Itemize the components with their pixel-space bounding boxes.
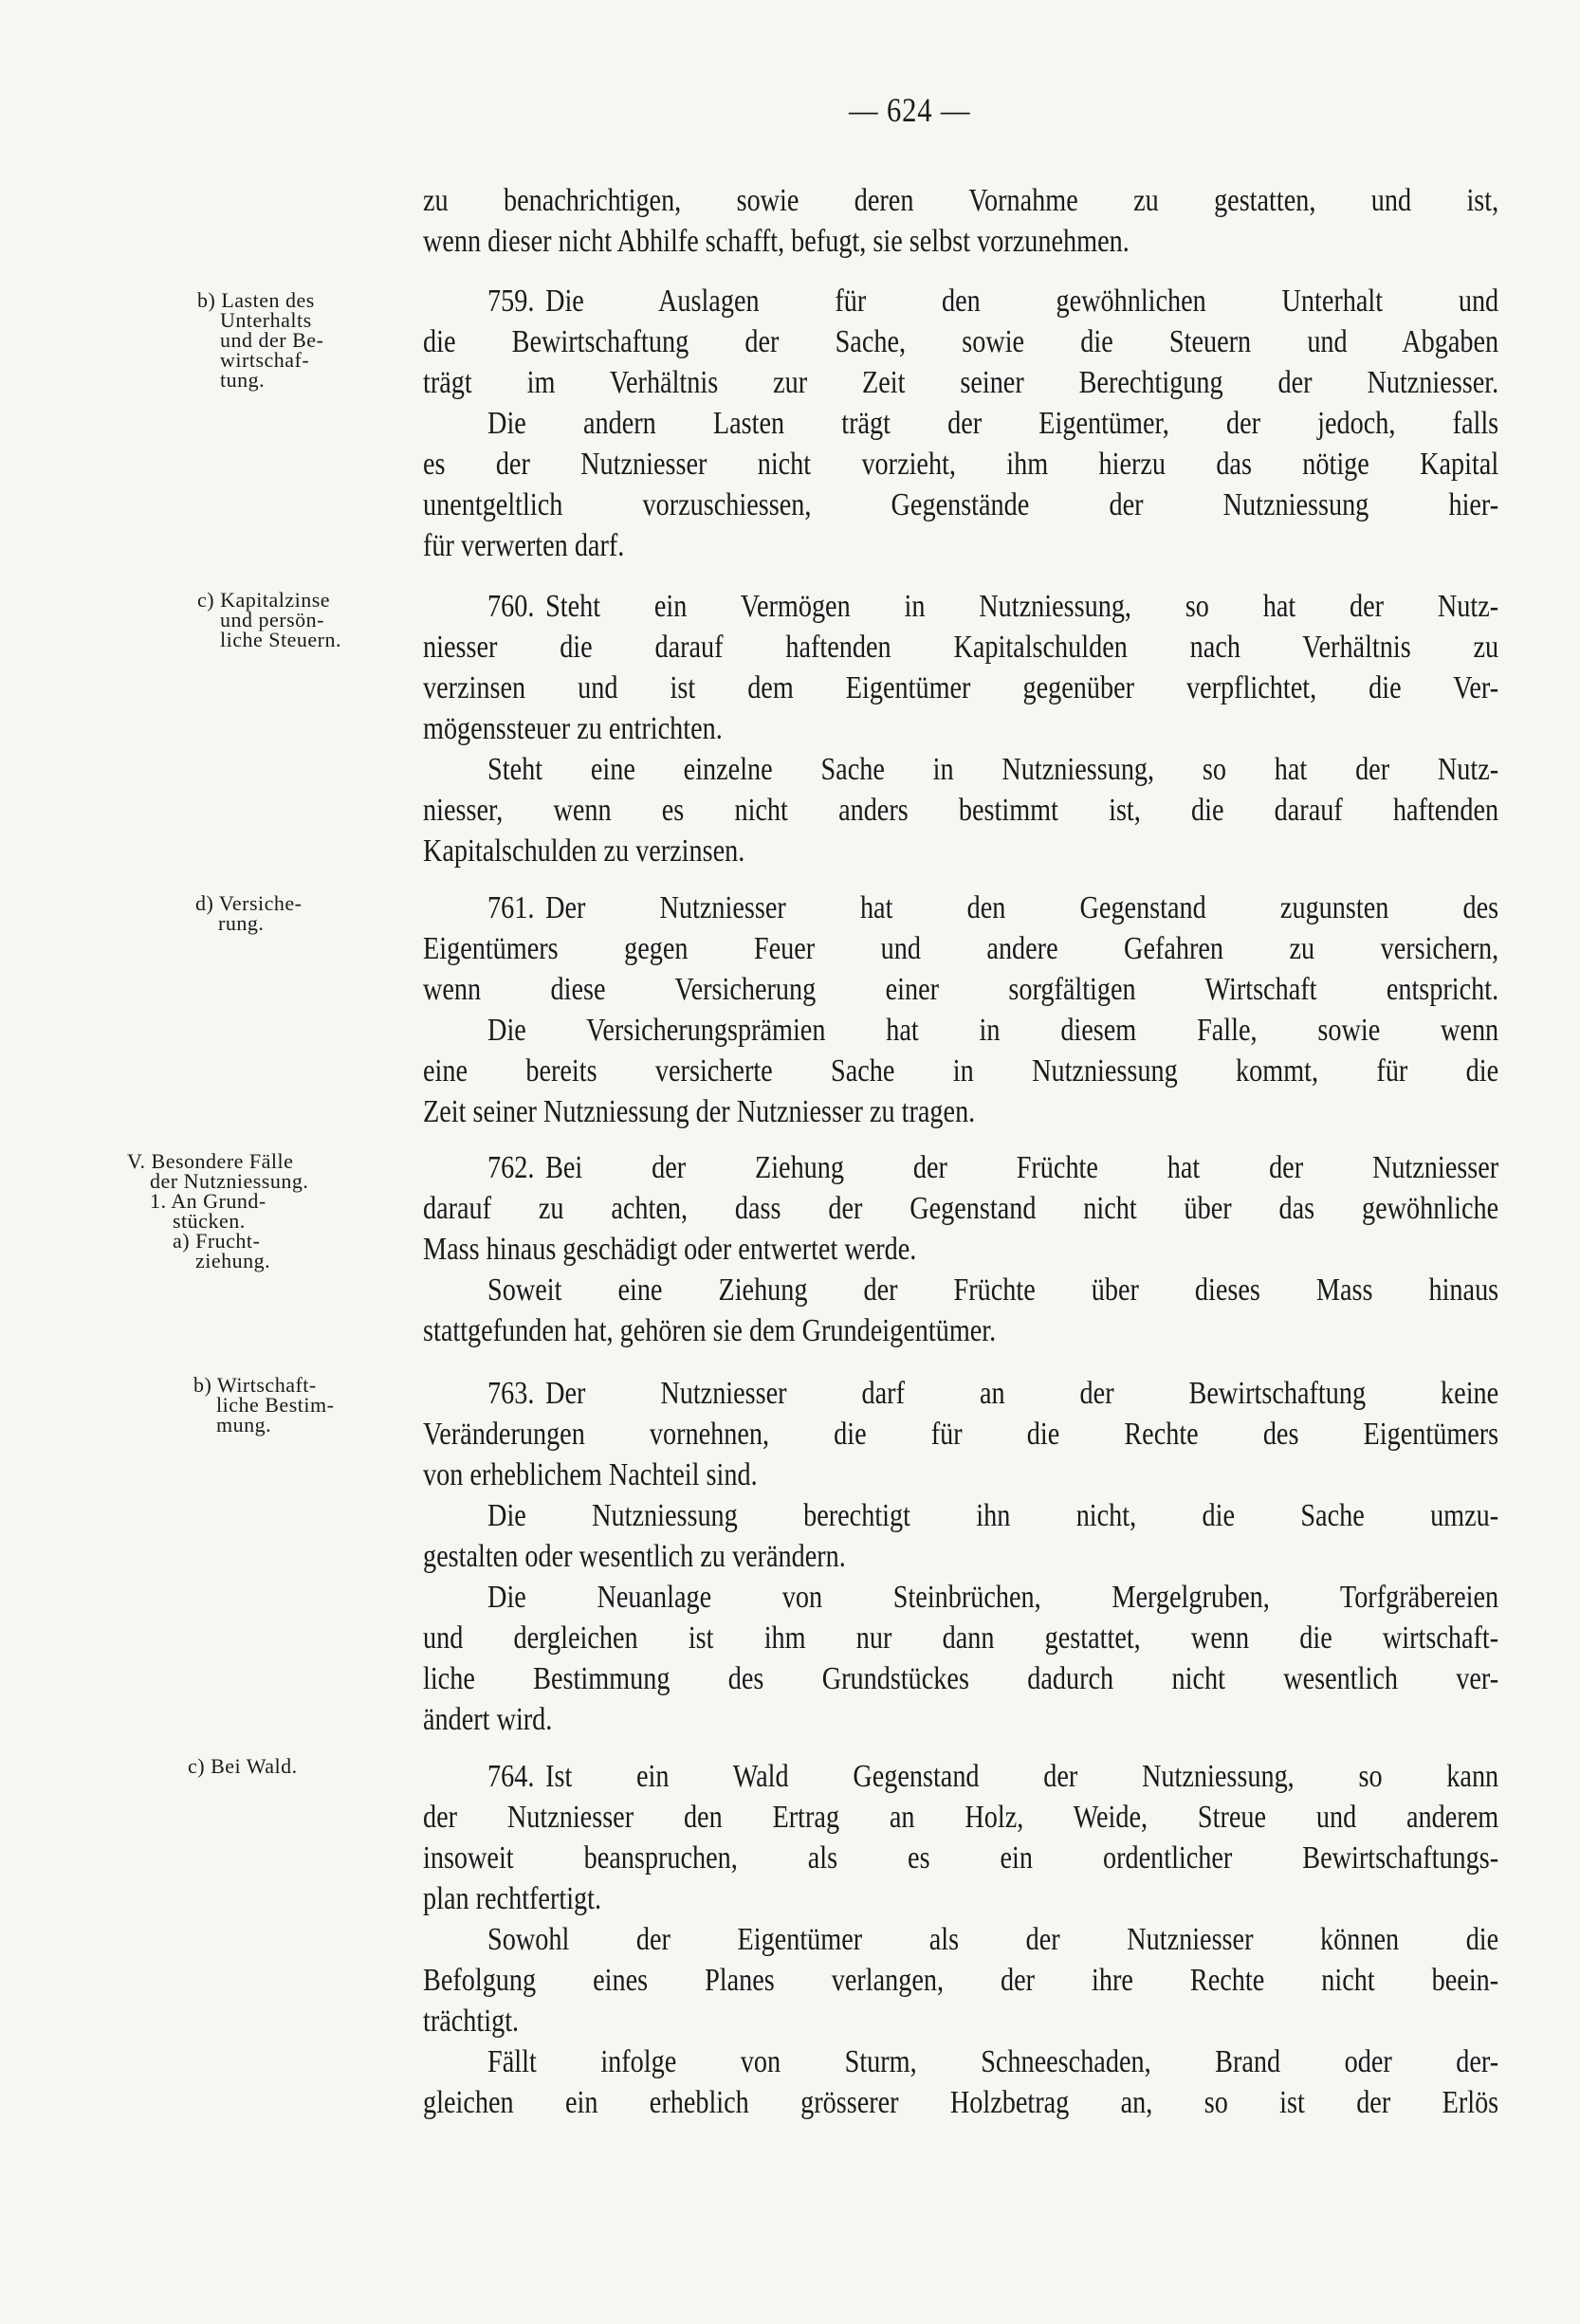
margin-note-line: 1. An Grund- — [127, 1189, 266, 1213]
text-line: Veränderungen vornehnen, die für die Rechte des Eigentümers — [423, 1417, 1499, 1452]
text-line: Befolgung eines Planes verlangen, der ihre Rechte nicht beein- — [423, 1963, 1499, 1998]
article-762 — [423, 1147, 1498, 1351]
text-line: gleichen ein erheblich grösserer Holzbetrag an, so ist der Erlös — [423, 2085, 1499, 2120]
text-line: 760. Steht ein Vermögen in Nutzniessung, so hat der Nutz- — [487, 589, 1499, 624]
margin-note — [197, 290, 323, 390]
text-line: stattgefunden hat, gehören sie dem Grundeigentümer. — [423, 1313, 997, 1348]
text-line: zu benachrichtigen, sowie deren Vornahme zu gestatten, und ist, — [423, 183, 1499, 218]
text-line: Die Versicherungsprämien hat in diesem Falle, sowie wenn — [487, 1013, 1499, 1048]
text-line: Die Nutzniessung berechtigt ihn nicht, die Sache umzu- — [487, 1498, 1499, 1533]
text-line: 764. Ist ein Wald Gegenstand der Nutzniessung, so kann — [487, 1759, 1499, 1794]
margin-note-line: und persön- — [197, 608, 324, 631]
text-line: es der Nutzniesser nicht vorzieht, ihm hierzu das nötige Kapital — [423, 447, 1499, 482]
margin-note-line: ziehung. — [127, 1249, 271, 1272]
margin-note-line: d) Versiche- — [195, 891, 303, 915]
text-line: gestalten oder wesentlich zu verändern. — [423, 1539, 846, 1574]
margin-note-line: mung. — [193, 1413, 272, 1436]
text-line: verzinsen und ist dem Eigentümer gegenüber verpflichtet, die Ver- — [423, 670, 1499, 705]
text-line: trächtigt. — [423, 2004, 520, 2039]
text-line: liche Bestimmung des Grundstückes dadurch nicht wesentlich ver- — [423, 1661, 1499, 1696]
margin-note-line: c) Bei Wald. — [188, 1754, 298, 1778]
text-line: und dergleichen ist ihm nur dann gestattet, wenn die wirtschaft- — [423, 1620, 1499, 1656]
text-line: Soweit eine Ziehung der Früchte über dieses Mass hinaus — [487, 1272, 1499, 1308]
text-line: 759. Die Auslagen für den gewöhnlichen Unterhalt und — [487, 284, 1499, 319]
margin-note — [127, 1151, 308, 1271]
margin-note-line: b) Wirtschaft- — [193, 1373, 317, 1397]
text-line: ändert wird. — [423, 1702, 553, 1737]
text-line: Kapitalschulden zu verzinsen. — [423, 833, 745, 869]
margin-note-line: stücken. — [127, 1209, 246, 1233]
text-line: 761. Der Nutzniesser hat den Gegenstand zugunsten des — [487, 890, 1499, 925]
text-line: unentgeltlich vorzuschiessen, Gegenstände der Nutzniessung hier- — [423, 487, 1499, 522]
text-line: Fällt infolge von Sturm, Schneeschaden, Brand oder der- — [487, 2044, 1499, 2079]
text-line: Mass hinaus geschädigt oder entwertet werde. — [423, 1232, 917, 1267]
article-number: 764. — [487, 1759, 535, 1794]
text-line: Sowohl der Eigentümer als der Nutzniesser können die — [487, 1922, 1499, 1957]
text-line: 762. Bei der Ziehung der Früchte hat der Nutzniesser — [487, 1150, 1499, 1185]
text-line: 763. Der Nutzniesser darf an der Bewirtschaftung keine — [487, 1376, 1499, 1411]
margin-note-line: liche Steuern. — [197, 628, 341, 651]
article-number: 760. — [487, 589, 535, 624]
article-number: 762. — [487, 1150, 535, 1185]
margin-note — [193, 1375, 334, 1435]
text-line: darauf zu achten, dass der Gegenstand nicht über das gewöhnliche — [423, 1191, 1499, 1226]
text-line: wenn dieser nicht Abhilfe schafft, befugt, sie selbst vorzunehmen. — [423, 224, 1130, 259]
article-760 — [423, 586, 1498, 871]
text-line: plan rechtfertigt. — [423, 1881, 602, 1916]
text-line: niesser, wenn es nicht anders bestimmt ist, die darauf haftenden — [423, 793, 1499, 828]
margin-note-line: c) Kapitalzinse — [197, 588, 331, 612]
margin-note-line: wirtschaf- — [197, 348, 310, 372]
margin-note-line: b) Lasten des — [197, 288, 315, 312]
margin-note-line: tung. — [197, 368, 266, 392]
margin-note — [197, 590, 341, 650]
margin-note-line: der Nutzniessung. — [127, 1169, 309, 1193]
article-number: 763. — [487, 1376, 535, 1411]
text-line: insoweit beanspruchen, als es ein ordentlicher Bewirtschaftungs- — [423, 1840, 1499, 1876]
article-number: 759. — [487, 284, 535, 319]
margin-note-line: V. Besondere Fälle — [127, 1149, 294, 1173]
margin-note — [195, 893, 303, 933]
article-763 — [423, 1373, 1498, 1740]
text-line: von erheblichem Nachteil sind. — [423, 1457, 758, 1492]
text-line: Die Neuanlage von Steinbrüchen, Mergelgruben, Torfgräbereien — [487, 1580, 1499, 1615]
margin-note-line: liche Bestim- — [193, 1393, 335, 1417]
margin-note-line: rung. — [195, 911, 265, 935]
article-number: 761. — [487, 890, 535, 925]
article-764 — [423, 1756, 1498, 2123]
text-line: Steht eine einzelne Sache in Nutzniessung, so hat der Nutz- — [487, 752, 1499, 787]
text-line: mögenssteuer zu entrichten. — [423, 711, 723, 746]
text-line: trägt im Verhältnis zur Zeit seiner Berechtigung der Nutzniesser. — [423, 365, 1499, 400]
text-line: eine bereits versicherte Sache in Nutzniessung kommt, für die — [423, 1053, 1499, 1089]
text-line: niesser die darauf haftenden Kapitalschulden nach Verhältnis zu — [423, 630, 1499, 665]
text-line: Die andern Lasten trägt der Eigentümer, der jedoch, falls — [487, 406, 1499, 441]
page-number: — 624 — — [849, 91, 971, 129]
margin-note-line: Unterhalts — [197, 308, 312, 332]
text-line: die Bewirtschaftung der Sache, sowie die Steuern und Abgaben — [423, 324, 1499, 359]
margin-note-line: a) Frucht- — [127, 1229, 261, 1253]
article-761 — [423, 888, 1498, 1132]
text-line: Zeit seiner Nutzniessung der Nutzniesser zu tragen. — [423, 1094, 976, 1129]
continuation-paragraph — [423, 180, 1498, 262]
text-line: wenn diese Versicherung einer sorgfältigen Wirtschaft entspricht. — [423, 972, 1499, 1007]
text-line: der Nutzniesser den Ertrag an Holz, Weide, Streue und anderem — [423, 1800, 1499, 1835]
article-759 — [423, 281, 1498, 566]
text-line: für verwerten darf. — [423, 528, 625, 563]
margin-note-line: und der Be- — [197, 328, 324, 352]
text-line: Eigentümers gegen Feuer und andere Gefahren zu versichern, — [423, 931, 1499, 966]
margin-note — [188, 1756, 298, 1776]
